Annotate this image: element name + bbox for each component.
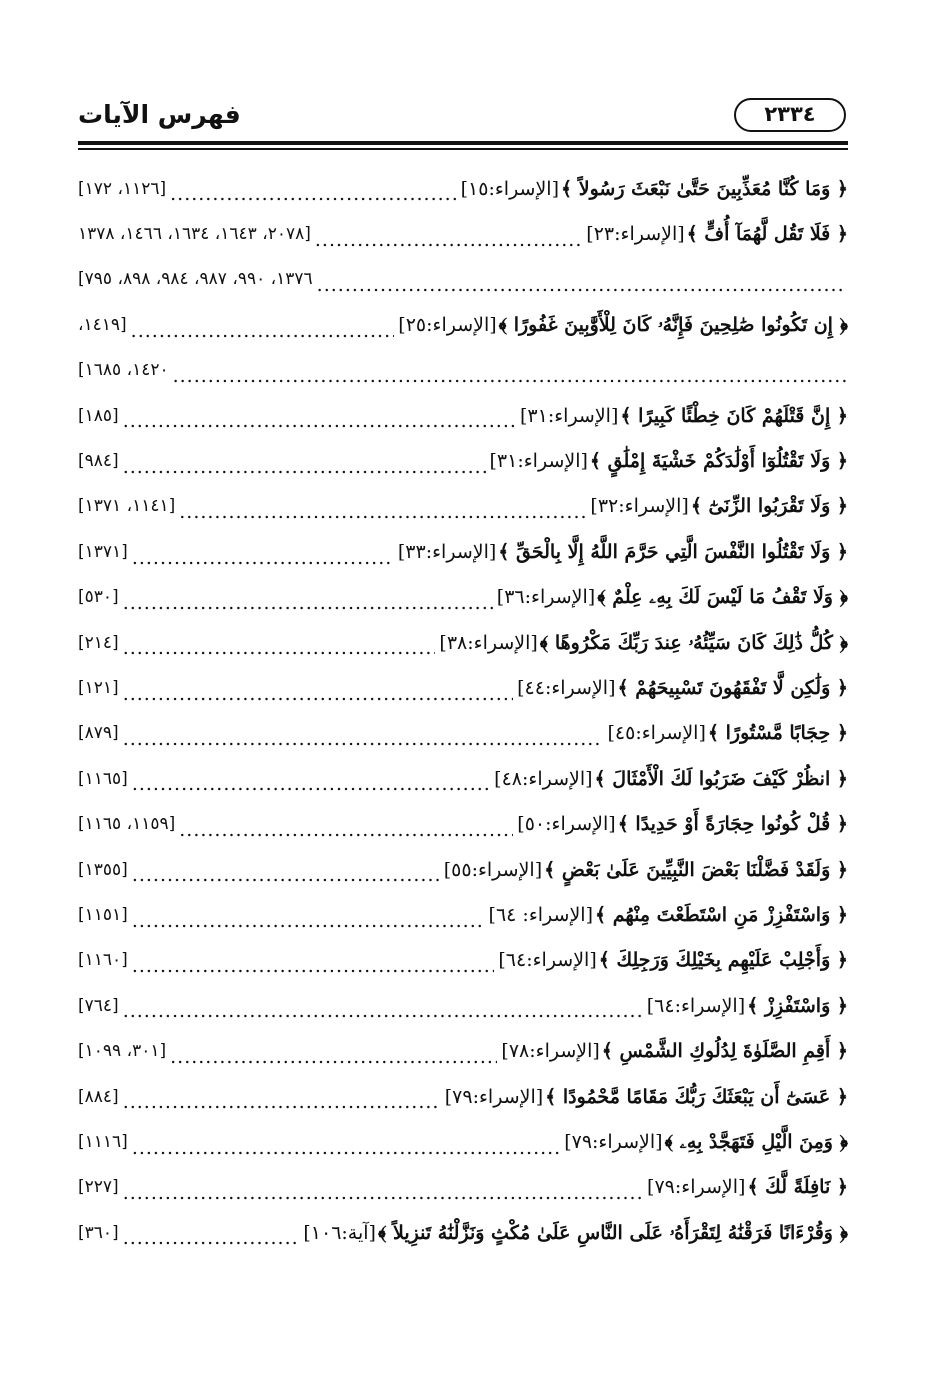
verse-reference: [الإسراء:٤٨] — [494, 767, 593, 790]
verse-text: ﴿ وَلَٰكِن لَّا تَفْقَهُونَ تَسْبِيحَهُمْ ﴾ — [617, 676, 848, 699]
verse-text: ﴿ فَلَا تَقُل لَّهُمَآ أُفٍّ ﴾ — [686, 223, 848, 246]
index-entry — [78, 711, 848, 756]
verse-reference: [الإسراء:٣٨] — [439, 631, 538, 654]
leader-dots — [132, 545, 394, 575]
index-entry — [78, 983, 848, 1028]
verse-text: ﴿ وَأَجْلِبْ عَلَيْهِم بِخَيْلِكَ وَرَجِلِكَ ﴾ — [598, 949, 848, 972]
verse-text: ﴿ وَاسْتَفْزِزْ مَنِ اسْتَطَعْتَ مِنْهُم ﴾ — [594, 903, 848, 926]
verse-reference: [الإسراء:٧٨] — [501, 1040, 600, 1063]
page-references: [٥٣٠] — [78, 587, 119, 608]
leader-dots — [132, 862, 440, 892]
index-entry — [78, 1165, 848, 1210]
index-entry — [78, 211, 848, 256]
verse-reference: [آية:١٠٦] — [303, 1221, 376, 1244]
page-references: [١١٥١] — [78, 904, 128, 925]
index-entry — [78, 938, 848, 983]
page-references: [٩٨٤] — [78, 451, 119, 472]
verse-text: ﴿ إِن تَكُونُوا صَٰلِحِينَ فَإِنَّهُۥ كَانَ لِلْأَوَّٰبِينَ غَفُورًا ﴾ — [498, 313, 848, 336]
page-references: [٢١٤] — [78, 632, 119, 653]
leader-dots — [315, 227, 582, 257]
index-entry — [78, 575, 848, 620]
page-references: [١٣٥٥] — [78, 859, 128, 880]
index-entry — [78, 1119, 848, 1164]
leader-dots — [170, 181, 457, 211]
verse-reference: [الإسراء:٥٥] — [443, 858, 543, 881]
header-rule-thin — [78, 148, 848, 150]
page-references: [٣٠١، ١٠٩٩] — [78, 1041, 167, 1062]
verse-text: ﴿ حِجَابًا مَّسْتُورًا ﴾ — [707, 722, 848, 745]
verse-text: ﴿ كُلُّ ذَٰلِكَ كَانَ سَيِّئُهُۥ عِندَ رَبِّكَ مَكْرُوهًا ﴾ — [539, 631, 848, 654]
verse-text: ﴿ وَمِنَ الَّيْلِ فَتَهَجَّدْ بِهِۦ ﴾ — [664, 1130, 848, 1153]
verse-text: ﴿ وَمَا كُنَّا مُعَذِّبِينَ حَتَّىٰ نَبْعَثَ رَسُولاً ﴾ — [561, 177, 848, 200]
verse-reference: [الإسراء:٧٩] — [647, 1176, 746, 1199]
verse-text: ﴿ وَلَقَدْ فَضَّلْنَا بَعْضَ النَّبِيِّينَ عَلَىٰ بَعْضٍ ﴾ — [544, 858, 848, 881]
leader-dots — [123, 635, 436, 665]
leader-dots — [123, 1089, 441, 1119]
page-references: [١١٦٠] — [78, 950, 128, 971]
index-entry — [78, 892, 848, 937]
index-entry — [78, 847, 848, 892]
index-entry — [78, 302, 848, 347]
verse-text: ﴿ وَلَا تَقْفُ مَا لَيْسَ لَكَ بِهِۦ عِلْمٌ ﴾ — [597, 586, 848, 609]
leader-dots — [179, 817, 513, 847]
verse-text: ﴿ نَافِلَةً لَّكَ ﴾ — [747, 1176, 848, 1199]
leader-dots — [132, 771, 490, 801]
page-references: [١١٤١، ١٣٧١] — [78, 496, 176, 517]
verse-reference: [الإسراء:٣٢] — [590, 495, 689, 518]
verse-reference: [الإسراء:٦٤] — [498, 949, 597, 972]
leader-dots — [132, 1135, 560, 1165]
verse-reference: [الإسراء:٤٤] — [517, 676, 616, 699]
verse-reference: [الإسراء:٧٩] — [444, 1085, 544, 1108]
leader-dots — [123, 998, 643, 1028]
verse-reference: [الإسراء:٦٤] — [646, 994, 746, 1017]
index-entry — [78, 665, 848, 710]
page-references: ١٤٢٠، ١٦٨٥] — [78, 360, 169, 381]
index-entry — [78, 529, 848, 574]
verse-text: ﴿ أَقِمِ الصَّلَوٰةَ لِدُلُوكِ الشَّمْسِ ﴾ — [601, 1040, 848, 1063]
verse-reference: [الإسراء:٢٣] — [586, 223, 685, 246]
leader-dots — [131, 318, 395, 348]
verse-reference: [الإسراء:٣١] — [489, 450, 588, 473]
page-references: [٧٦٤] — [78, 995, 119, 1016]
page-references: [١١٢٦، ١٧٢] — [78, 178, 167, 199]
verse-reference: [الإسراء: ٦٤] — [488, 903, 593, 926]
index-entry — [78, 756, 848, 801]
verse-text: ﴿ وَلَا تَقْرَبُوا الزِّنَىٰٓ ﴾ — [690, 495, 848, 518]
leader-dots — [132, 908, 485, 938]
leader-dots — [132, 953, 495, 983]
verse-text: ﴿ انظُرْ كَيْفَ ضَرَبُوا لَكَ الْأَمْثَالَ ﴾ — [594, 767, 848, 790]
leader-dots — [123, 726, 604, 756]
index-entry — [78, 620, 848, 665]
page-references: [١٢١] — [78, 677, 119, 698]
leader-dots — [123, 681, 513, 711]
leader-dots — [123, 590, 493, 620]
header-rule-thick — [78, 141, 848, 145]
leader-dots — [123, 408, 516, 438]
index-entry — [78, 1028, 848, 1073]
page-references: ١٣٧٦، ٩٩٠، ٩٨٧، ٩٨٤، ٨٩٨، ٧٩٥] — [78, 269, 313, 290]
verse-text: ﴿ وَلَا تَقْتُلُوٓا أَوْلَٰدَكُمْ خَشْيَةَ إِمْلَٰقٍ ﴾ — [589, 450, 848, 473]
verse-reference: [الإسراء:٣٣] — [397, 540, 497, 563]
leader-dots — [317, 272, 846, 302]
verse-reference: [الإسراء:٣٦] — [496, 586, 596, 609]
page-references: [٨٨٤] — [78, 1086, 119, 1107]
verse-text: ﴿ إِنَّ قَتْلَهُمْ كَانَ خِطْئًا كَبِيرًا ﴾ — [620, 404, 848, 427]
page-references: [١١٦٥] — [78, 768, 128, 789]
index-entry-continuation — [78, 348, 848, 393]
verse-text: ﴿ عَسَىٰٓ أَن يَبْعَثَكَ رَبُّكَ مَقَامًا مَّحْمُودًا ﴾ — [545, 1085, 848, 1108]
verse-reference: [الإسراء:١٥] — [460, 177, 559, 200]
index-entry-continuation — [78, 257, 848, 302]
verse-index-list — [78, 166, 848, 1255]
verse-text: ﴿ وَقُرْءَانًا فَرَقْنَٰهُ لِتَقْرَأَهُۥ عَلَى النَّاسِ عَلَىٰ مُكْثٍ وَنَزَّلْنَٰهُ تَنزِيلاً ﴾ — [377, 1221, 848, 1244]
index-entry — [78, 801, 848, 846]
page-references: [١١١٦] — [78, 1131, 128, 1152]
page-references: [١٣٧١] — [78, 541, 128, 562]
leader-dots — [173, 363, 846, 393]
page-references: [١١٥٩، ١١٦٥] — [78, 814, 176, 835]
page-number: ٢٣٣٤ — [734, 98, 846, 132]
verse-text: ﴿ قُلْ كُونُوا حِجَارَةً أَوْ حَدِيدًا ﴾ — [617, 813, 848, 836]
verse-reference: [الإسراء:٧٩] — [564, 1130, 663, 1153]
page-title: فهرس الآيات — [78, 100, 241, 129]
verse-text: ﴿ وَلَا تَقْتُلُوا النَّفْسَ الَّتِي حَرَّمَ اللَّهُ إِلَّا بِالْحَقِّ ﴾ — [498, 540, 848, 563]
verse-reference: [الإسراء:٣١] — [519, 404, 619, 427]
index-entry — [78, 393, 848, 438]
verse-reference: [الإسراء:٤٥] — [607, 722, 706, 745]
page-references: [١٤١٩، — [78, 314, 127, 335]
leader-dots — [123, 1225, 300, 1255]
leader-dots — [170, 1044, 497, 1074]
leader-dots — [123, 454, 486, 484]
verse-text: ﴿ وَاسْتَفْزِزْ ﴾ — [747, 994, 848, 1017]
verse-reference: [الإسراء:٢٥] — [398, 313, 497, 336]
page-references: [٨٧٩] — [78, 723, 119, 744]
index-entry — [78, 1210, 848, 1255]
index-entry — [78, 438, 848, 483]
index-entry — [78, 484, 848, 529]
page-references: [٢٢٧] — [78, 1177, 119, 1198]
leader-dots — [179, 499, 586, 529]
page-header — [78, 92, 848, 140]
page-references: [٢٠٧٨، ١٦٤٣، ١٦٣٤، ١٤٦٦، ١٣٧٨ — [78, 224, 311, 245]
verse-reference: [الإسراء:٥٠] — [517, 813, 616, 836]
page-references: [٣٦٠] — [78, 1222, 119, 1243]
index-entry — [78, 1074, 848, 1119]
leader-dots — [123, 1180, 643, 1210]
page-references: [١٨٥] — [78, 405, 119, 426]
index-entry — [78, 166, 848, 211]
